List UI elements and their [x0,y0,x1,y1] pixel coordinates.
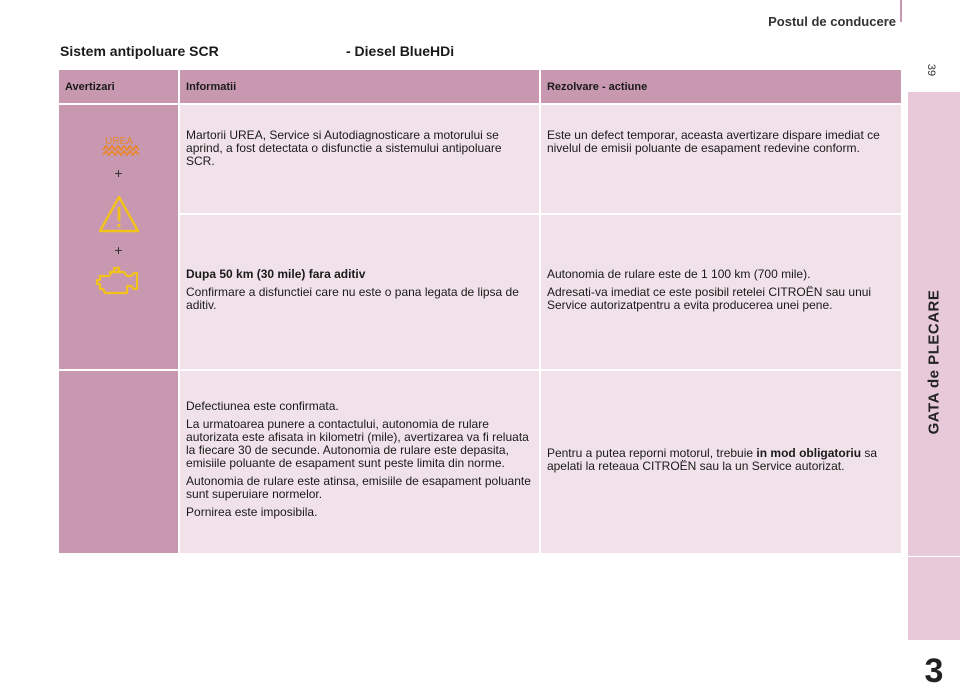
col-header-action: Rezolvare - actiune [541,70,901,103]
service-warning-icon [97,194,141,234]
info-cell: Defectiunea este confirmata. La urmatoarea punere a contactului, autonomia de rulare autorizata este afisata in kilometri (mile), avertizarea va fi reluata la fiecare 30 de secunde. Autonomia de rulare este depasita, emisiile poluante de esapament sunt peste limita din norme. Autonomia de rulare este atinsa, emisiile de esapament poluante sunt superuiare normelor. Pornirea este imposibila. [180,371,539,553]
warning-icons-cell-empty [59,371,178,553]
side-divider [908,556,960,557]
section-header: Postul de conducere [768,14,896,29]
chapter-number: 3 [924,652,944,690]
svg-text:UREA: UREA [104,136,133,147]
engine-check-icon [95,263,143,299]
plus-sign: + [114,165,123,181]
action-cell: Este un defect temporar, aceasta avertizare dispare imediat ce nivelul de emisii poluante de esapament redevine conform. [541,105,901,213]
info-cell: Martorii UREA, Service si Autodiagnosticare a motorului se aprind, a fost detectata o disfunctie a sistemului antipoluare SCR. [180,105,539,213]
page-subtitle: - Diesel BlueHDi [346,43,455,59]
page-number: 39 [925,63,937,77]
col-header-info: Informatii [180,70,539,103]
header-divider [900,0,902,22]
table-header-row [59,70,901,103]
chapter-side-tab [908,92,960,690]
action-cell: Pentru a putea reporni motorul, trebuie in mod obligatoriu sa apelati la reteaua CITROËN sau la un Service autorizat. [541,371,901,553]
chapter-title: GATA de PLECARE [925,289,943,435]
table-row [59,371,901,553]
plus-sign: + [114,242,123,258]
warning-icons-cell [59,105,178,369]
info-cell: Dupa 50 km (30 mile) fara aditiv Confirmare a disfunctiei care nu este o pana legata de lipsa de aditiv. [180,215,539,369]
warnings-table [57,68,903,555]
page-title: Sistem antipoluare SCR [60,43,219,59]
col-header-warnings: Avertizari [59,70,178,103]
urea-warning-icon [99,133,139,159]
action-cell: Autonomia de rulare este de 1 100 km (700 mile). Adresati-va imediat ce este posibil retelei CITROËN sau unui Service autorizatpentru a evita producerea unei pene. [541,215,901,369]
table-row [59,215,901,369]
table-row [59,105,901,213]
